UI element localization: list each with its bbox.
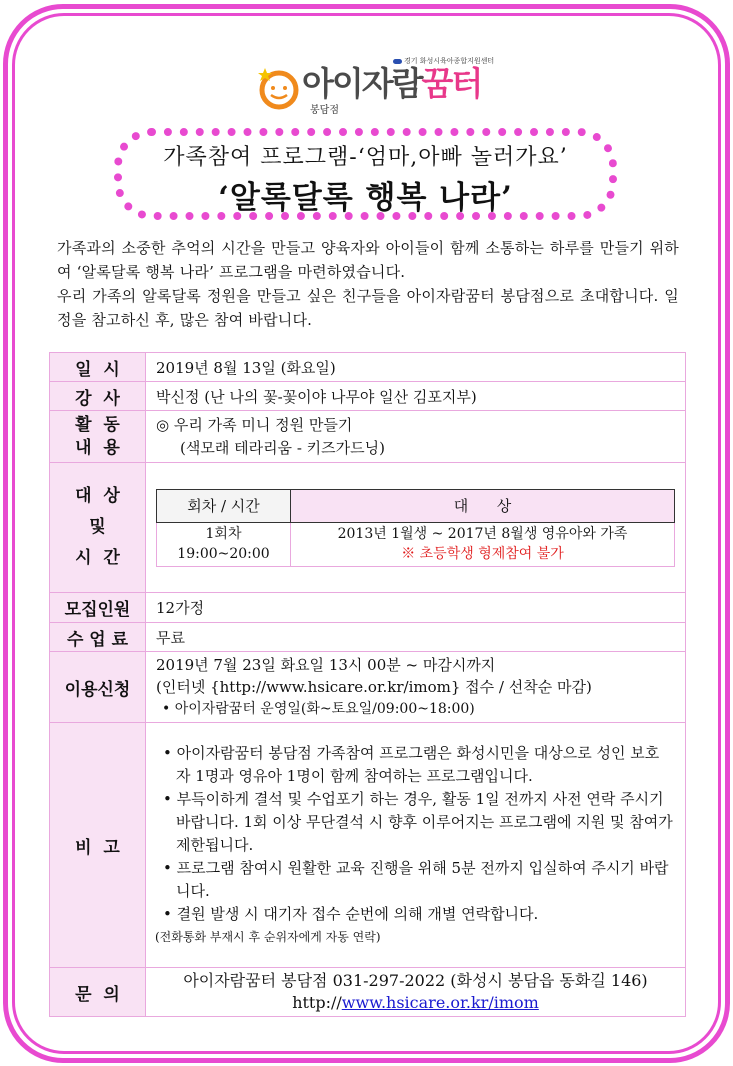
contact-line-1: 아이자람꿈터 봉담점 031-297-2022 (화성시 봉담읍 동화길 146) (183, 971, 648, 990)
contact-url-link[interactable]: www.hsicare.or.kr/imom (341, 993, 539, 1012)
session-header-time: 회차 / 시간 (157, 489, 291, 522)
notes-value (146, 723, 686, 968)
session-cell-target (291, 522, 675, 566)
fee-label: 수 업 료 (50, 623, 146, 652)
intro-paragraph-2: 우리 가족의 알록달록 정원을 만들고 싶은 친구들을 아이자람꿈터 봉담점으로 초대합니다. 일정을 참고하신 후, 많은 참여 바랍니다. (57, 287, 679, 329)
recruit-value: 12가정 (146, 593, 686, 623)
note-item-3: • 프로그램 참여시 원활한 교육 진행을 위해 5분 전까지 입실하여 주시기 바랍니다. (163, 858, 669, 900)
instructor-label: 강 사 (50, 382, 146, 411)
note-item-2: • 부득이하게 결석 및 수업포기 하는 경우, 활동 1일 전까지 사전 연락 주시기 바랍니다. 1회 이상 무단결석 시 향후 이루어지는 프로그램에 지원 및 참여가 제한됩니다. (163, 789, 673, 854)
apply-label: 이용신청 (50, 652, 146, 723)
date-value: 2019년 8월 13일 (화요일) (146, 353, 686, 382)
row-apply (50, 652, 686, 723)
contact-url-prefix: http:// (292, 993, 342, 1012)
row-contact (50, 968, 686, 1017)
note-item-1: • 아이자람꿈터 봉담점 가족참여 프로그램은 화성시민을 대상으로 성인 보호자 1명과 영유아 1명이 함께 참여하는 프로그램입니다. (163, 743, 660, 785)
row-target (50, 463, 686, 593)
row-notes (50, 723, 686, 968)
row-activity (50, 411, 686, 463)
apply-line-3: • 아이자람꿈터 운영일(화~토요일/09:00~18:00) (162, 701, 475, 717)
session-target-warning: ※ 초등학생 형제참여 불가 (401, 546, 564, 562)
session-target-desc: 2013년 1월생 ~ 2017년 8월생 영유아와 가족 (337, 526, 628, 542)
logo-name (302, 64, 481, 104)
child-face-icon (256, 64, 302, 110)
contact-line-2 (156, 992, 675, 1014)
fee-value: 무료 (146, 623, 686, 652)
target-label-line2: 및 (89, 517, 106, 537)
apply-value (146, 652, 686, 723)
intro-text (57, 236, 679, 332)
session-row (157, 522, 675, 566)
session-header-target: 대 상 (291, 489, 675, 522)
program-subtitle: 가족참여 프로그램-‘엄마,아빠 놀러가요’ (163, 145, 568, 170)
activity-value (146, 411, 686, 463)
activity-line-2: (색모래 테라리움 - 키즈가드닝) (180, 438, 385, 457)
logo-name-part1: 아이자람 (302, 64, 422, 103)
logo-name-part2: 꿈터 (421, 64, 482, 103)
session-table-header (157, 489, 675, 522)
note-item-5: (전화통화 부재시 후 순위자에게 자동 연락) (155, 929, 381, 944)
row-date (50, 353, 686, 382)
session-time: 19:00~20:00 (177, 546, 270, 562)
note-item-4: • 결원 발생 시 대기자 접수 순번에 의해 개별 연락합니다. (163, 904, 539, 923)
date-label: 일 시 (50, 353, 146, 382)
row-recruit (50, 593, 686, 623)
session-cell-time (157, 522, 291, 566)
notes-list (155, 742, 673, 949)
target-label-line3: 시 간 (75, 548, 120, 568)
session-table (156, 489, 675, 567)
target-label-line1: 대 상 (75, 486, 120, 506)
contact-label: 문 의 (50, 968, 146, 1017)
apply-line-1: 2019년 7월 23일 화요일 13시 00분 ~ 마감시까지 (156, 656, 496, 674)
notes-label: 비 고 (50, 723, 146, 968)
row-fee (50, 623, 686, 652)
target-label (50, 463, 146, 593)
logo-org-text: 경기 화성시육아종합지원센터 (404, 57, 495, 65)
contact-value (146, 968, 686, 1017)
target-value (146, 463, 686, 593)
instructor-value: 박신정 (난 나의 꽃-꽃이야 나무야 일산 김포지부) (146, 382, 686, 411)
row-instructor (50, 382, 686, 411)
activity-label-line1: 활 동 (75, 414, 120, 435)
logo-branch: 봉담점 (310, 105, 339, 116)
org-mark-icon (393, 59, 402, 64)
activity-label-line2: 내 용 (75, 437, 120, 458)
program-info-table (49, 352, 686, 1017)
activity-line-1: ◎ 우리 가족 미니 정원 만들기 (156, 415, 353, 434)
program-title: ‘알록달록 행복 나라’ (218, 180, 513, 216)
apply-line-2: (인터넷 {http://www.hsicare.or.kr/imom} 접수 / 선착순 마감) (156, 678, 592, 696)
intro-paragraph-1: 가족과의 소중한 추억의 시간을 만들고 양육자와 아이들이 함께 소통하는 하루를 만들기 위하여 ‘알록달록 행복 나라’ 프로그램을 마련하였습니다. (57, 239, 679, 281)
activity-label (50, 411, 146, 463)
recruit-label: 모집인원 (50, 593, 146, 623)
session-name: 1회차 (205, 526, 242, 542)
